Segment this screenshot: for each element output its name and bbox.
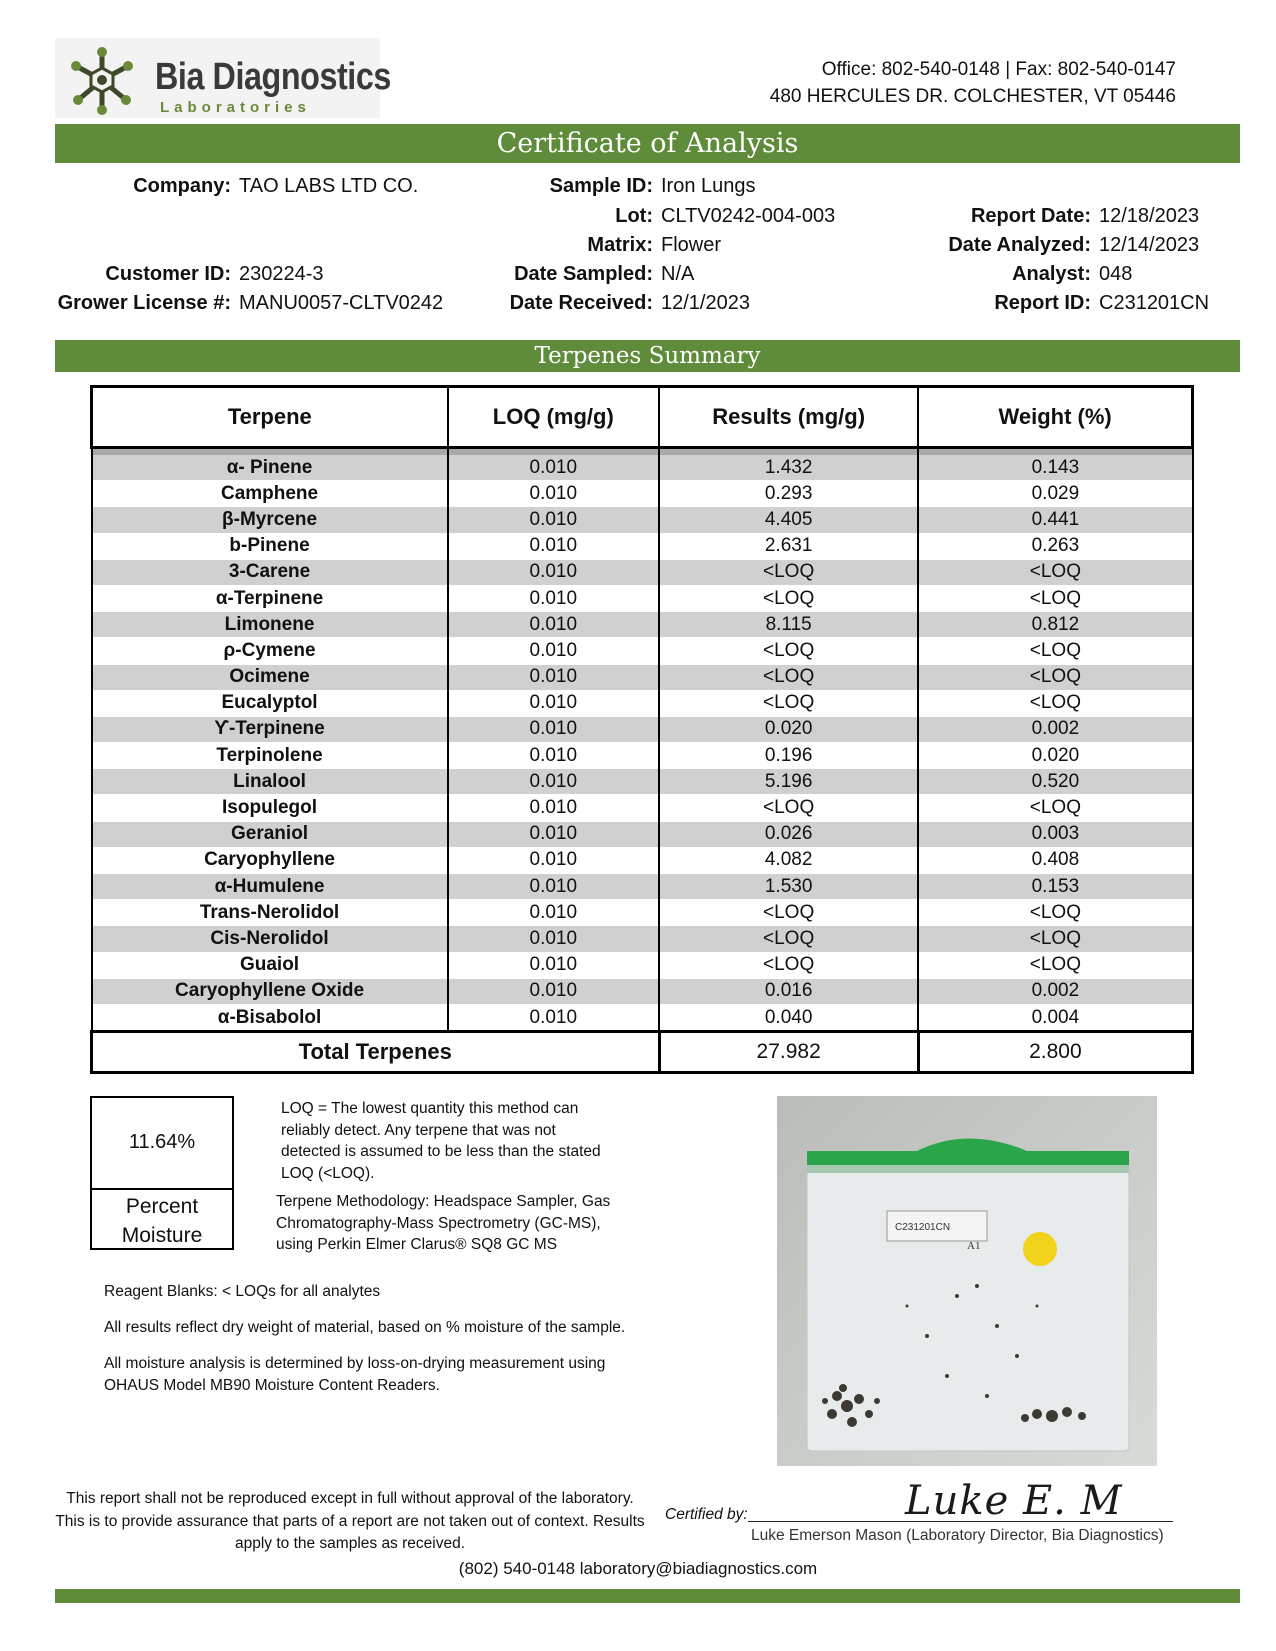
weight-cell: 0.441: [918, 507, 1192, 533]
report-id-field: [895, 289, 1209, 318]
loq-cell: 0.010: [448, 455, 659, 481]
terpene-name-cell: α- Pinene: [92, 455, 448, 481]
loq-note-line: LOQ (<LOQ).: [281, 1164, 375, 1182]
results-cell: 0.040: [659, 1004, 918, 1031]
grower-license-label: Grower License #:: [57, 292, 231, 314]
weight-cell: 0.263: [918, 533, 1192, 559]
table-spacer-row: [92, 448, 1193, 456]
bia-logo-icon: [62, 44, 142, 116]
loq-cell: 0.010: [448, 926, 659, 952]
loq-cell: 0.010: [448, 612, 659, 638]
loq-cell: 0.010: [448, 638, 659, 664]
weight-cell: <LOQ: [918, 690, 1192, 716]
sample-id-label: Sample ID:: [549, 175, 653, 197]
terpene-name-cell: b-Pinene: [92, 533, 448, 559]
table-row: [92, 900, 1193, 926]
dry-weight-note: All results reflect dry weight of material, based on % moisture of the sample.: [104, 1319, 626, 1336]
header-weight: Weight (%): [918, 387, 1192, 448]
contact-address: 480 HERCULES DR. COLCHESTER, VT 05446: [769, 86, 1176, 107]
results-cell: 5.196: [659, 769, 918, 795]
sample-photo: [777, 1096, 1157, 1466]
moisture-value: 11.64%: [92, 1098, 232, 1190]
terpenes-table: [90, 385, 1194, 1074]
matrix-field: [55, 231, 721, 260]
terpene-name-cell: β-Myrcene: [92, 507, 448, 533]
logo-subtitle: Laboratories: [160, 99, 311, 116]
table-row: [92, 716, 1193, 742]
date-sampled-value: N/A: [661, 263, 695, 285]
reagent-note: Reagent Blanks: < LOQs for all analytes: [104, 1283, 381, 1300]
weight-cell: 0.520: [918, 769, 1192, 795]
terpene-name-cell: Guaiol: [92, 952, 448, 978]
page-title: Certificate of Analysis: [55, 124, 1240, 163]
loq-cell: 0.010: [448, 769, 659, 795]
table-row: [92, 559, 1193, 585]
terpene-name-cell: ϒ-Terpinene: [92, 716, 448, 742]
report-id-label: Report ID:: [994, 292, 1091, 314]
results-cell: 2.631: [659, 533, 918, 559]
weight-cell: <LOQ: [918, 638, 1192, 664]
loq-cell: 0.010: [448, 690, 659, 716]
lab-contact: [770, 56, 1176, 110]
results-cell: <LOQ: [659, 952, 918, 978]
date-analyzed-field: [895, 231, 1199, 260]
loq-cell: 0.010: [448, 533, 659, 559]
weight-cell: 0.143: [918, 455, 1192, 481]
results-cell: 1.432: [659, 455, 918, 481]
table-row: [92, 769, 1193, 795]
weight-cell: <LOQ: [918, 926, 1192, 952]
results-cell: <LOQ: [659, 795, 918, 821]
lot-value: CLTV0242-004-003: [661, 205, 836, 227]
table-row: [92, 664, 1193, 690]
customer-id-value: 230224-3: [239, 263, 324, 285]
results-cell: <LOQ: [659, 585, 918, 611]
moisture-analysis-line: OHAUS Model MB90 Moisture Content Readers.: [104, 1376, 440, 1394]
table-row: [92, 638, 1193, 664]
terpene-name-cell: Caryophyllene Oxide: [92, 978, 448, 1004]
results-cell: 8.115: [659, 612, 918, 638]
loq-note: [281, 1098, 601, 1184]
weight-cell: <LOQ: [918, 559, 1192, 585]
loq-cell: 0.010: [448, 821, 659, 847]
moisture-analysis-note: [104, 1353, 605, 1396]
loq-note-line: reliably detect. Any terpene that was not: [281, 1121, 556, 1139]
loq-cell: 0.010: [448, 952, 659, 978]
table-row: [92, 1004, 1193, 1031]
table-row: [92, 533, 1193, 559]
weight-cell: <LOQ: [918, 795, 1192, 821]
methodology-note: [276, 1191, 610, 1256]
loq-cell: 0.010: [448, 559, 659, 585]
signature-line: [748, 1521, 1173, 1522]
terpene-name-cell: Eucalyptol: [92, 690, 448, 716]
terpene-name-cell: 3-Carene: [92, 559, 448, 585]
loq-cell: 0.010: [448, 743, 659, 769]
table-row: [92, 847, 1193, 873]
loq-cell: 0.010: [448, 978, 659, 1004]
signature: Luke E. M: [905, 1478, 1123, 1524]
terpene-name-cell: Cis-Nerolidol: [92, 926, 448, 952]
sample-id-field: [55, 172, 756, 201]
table-body: [92, 448, 1193, 1032]
results-cell: 0.293: [659, 481, 918, 507]
loq-cell: 0.010: [448, 1004, 659, 1031]
terpene-name-cell: Geraniol: [92, 821, 448, 847]
results-cell: <LOQ: [659, 900, 918, 926]
terpene-name-cell: Isopulegol: [92, 795, 448, 821]
table-row: [92, 690, 1193, 716]
table-row: [92, 821, 1193, 847]
results-cell: <LOQ: [659, 664, 918, 690]
terpene-name-cell: ρ-Cymene: [92, 638, 448, 664]
date-received-label: Date Received:: [509, 292, 653, 314]
loq-cell: 0.010: [448, 585, 659, 611]
weight-cell: <LOQ: [918, 664, 1192, 690]
loq-cell: 0.010: [448, 874, 659, 900]
loq-cell: 0.010: [448, 900, 659, 926]
weight-cell: 0.029: [918, 481, 1192, 507]
terpene-name-cell: Terpinolene: [92, 743, 448, 769]
results-cell: 4.405: [659, 507, 918, 533]
total-label: Total Terpenes: [92, 1032, 660, 1073]
customer-id-label: Customer ID:: [105, 263, 231, 285]
table-row: [92, 795, 1193, 821]
table-row: [92, 926, 1193, 952]
disclaimer: [55, 1488, 645, 1556]
disclaimer-line: This is to provide assurance that parts of a report are not taken out of context. Results: [55, 1512, 645, 1530]
methodology-line: using Perkin Elmer Clarus® SQ8 GC MS: [276, 1236, 558, 1253]
total-row: [92, 1032, 1193, 1073]
results-cell: <LOQ: [659, 559, 918, 585]
terpene-name-cell: Limonene: [92, 612, 448, 638]
signer-name: Luke Emerson Mason (Laboratory Director, Bia Diagnostics): [751, 1527, 1164, 1544]
loq-cell: 0.010: [448, 507, 659, 533]
sample-bag-image: [777, 1096, 1157, 1466]
date-sampled-label: Date Sampled:: [514, 263, 653, 285]
section-title: Terpenes Summary: [55, 340, 1240, 372]
results-cell: <LOQ: [659, 638, 918, 664]
table-header-row: [92, 387, 1193, 448]
date-analyzed-label: Date Analyzed:: [948, 234, 1091, 256]
results-cell: <LOQ: [659, 690, 918, 716]
results-cell: 0.196: [659, 743, 918, 769]
table-row: [92, 874, 1193, 900]
moisture-label: [92, 1190, 232, 1250]
footer-bar: [55, 1589, 1240, 1603]
logo-name: Bia Diagnostics: [155, 56, 391, 98]
terpene-name-cell: Camphene: [92, 481, 448, 507]
weight-cell: 0.408: [918, 847, 1192, 873]
matrix-label: Matrix:: [587, 234, 653, 256]
terpene-name-cell: Trans-Nerolidol: [92, 900, 448, 926]
terpene-name-cell: α-Humulene: [92, 874, 448, 900]
methodology-line: Terpene Methodology: Headspace Sampler, Gas: [276, 1193, 611, 1210]
date-sampled-field: [55, 260, 694, 289]
table-row: [92, 585, 1193, 611]
date-received-value: 12/1/2023: [661, 292, 750, 314]
weight-cell: 0.002: [918, 716, 1192, 742]
weight-cell: 0.020: [918, 743, 1192, 769]
terpene-name-cell: Caryophyllene: [92, 847, 448, 873]
analyst-value: 048: [1099, 263, 1133, 285]
moisture-box: [90, 1096, 234, 1250]
photo-label-mark: A1: [967, 1240, 981, 1252]
photo-label-id: C231201CN: [895, 1222, 951, 1233]
header-loq: LOQ (mg/g): [448, 387, 659, 448]
table-row: [92, 612, 1193, 638]
contact-phone-fax: Office: 802-540-0148 | Fax: 802-540-0147: [821, 59, 1176, 80]
company-value: TAO LABS LTD CO.: [239, 175, 419, 197]
terpene-name-cell: Linalool: [92, 769, 448, 795]
grower-license-value: MANU0057-CLTV0242: [239, 292, 444, 314]
disclaimer-line: This report shall not be reproduced except in full without approval of the laboratory.: [66, 1490, 634, 1507]
analyst-field: [895, 260, 1132, 289]
results-cell: <LOQ: [659, 926, 918, 952]
loq-cell: 0.010: [448, 716, 659, 742]
weight-cell: 0.812: [918, 612, 1192, 638]
lot-label: Lot:: [615, 205, 653, 227]
weight-cell: 0.003: [918, 821, 1192, 847]
moisture-analysis-line: All moisture analysis is determined by loss-on-drying measurement using: [104, 1355, 606, 1372]
total-weight: 2.800: [918, 1032, 1192, 1073]
results-cell: 0.020: [659, 716, 918, 742]
loq-note-line: detected is assumed to be less than the stated: [281, 1143, 601, 1160]
weight-cell: <LOQ: [918, 952, 1192, 978]
results-cell: 0.016: [659, 978, 918, 1004]
moisture-label-line2: Moisture: [121, 1224, 203, 1247]
lot-field: [55, 202, 835, 231]
report-date-field: [895, 202, 1199, 231]
table-row: [92, 952, 1193, 978]
analyst-label: Analyst:: [1012, 263, 1091, 285]
total-results: 27.982: [659, 1032, 918, 1073]
weight-cell: <LOQ: [918, 900, 1192, 926]
table-row: [92, 978, 1193, 1004]
header-results: Results (mg/g): [659, 387, 918, 448]
terpene-name-cell: α-Bisabolol: [92, 1004, 448, 1031]
weight-cell: 0.002: [918, 978, 1192, 1004]
date-analyzed-value: 12/14/2023: [1099, 234, 1200, 256]
loq-cell: 0.010: [448, 481, 659, 507]
moisture-label-line1: Percent: [125, 1195, 199, 1218]
table-row: [92, 743, 1193, 769]
report-date-label: Report Date:: [970, 205, 1091, 227]
results-cell: 1.530: [659, 874, 918, 900]
disclaimer-line: apply to the samples as received.: [234, 1535, 466, 1552]
weight-cell: 0.004: [918, 1004, 1192, 1031]
report-id-value: C231201CN: [1099, 292, 1210, 314]
loq-note-line: LOQ = The lowest quantity this method can: [281, 1100, 579, 1117]
results-cell: 0.026: [659, 821, 918, 847]
matrix-value: Flower: [661, 234, 722, 256]
header-terpene: Terpene: [92, 387, 448, 448]
certified-by-label: Certified by:: [665, 1506, 748, 1523]
table-row: [92, 455, 1193, 481]
methodology-line: Chromatography-Mass Spectrometry (GC-MS),: [276, 1214, 601, 1232]
terpene-name-cell: α-Terpinene: [92, 585, 448, 611]
table-row: [92, 507, 1193, 533]
weight-cell: 0.153: [918, 874, 1192, 900]
weight-cell: <LOQ: [918, 585, 1192, 611]
loq-cell: 0.010: [448, 664, 659, 690]
results-cell: 4.082: [659, 847, 918, 873]
date-received-field: [55, 289, 750, 318]
report-date-value: 12/18/2023: [1099, 205, 1200, 227]
footer-contact: (802) 540-0148 laboratory@biadiagnostics.com: [458, 1559, 818, 1578]
company-label: Company:: [133, 175, 231, 197]
sample-id-value: Iron Lungs: [661, 175, 756, 197]
loq-cell: 0.010: [448, 847, 659, 873]
loq-cell: 0.010: [448, 795, 659, 821]
terpene-name-cell: Ocimene: [92, 664, 448, 690]
table-row: [92, 481, 1193, 507]
